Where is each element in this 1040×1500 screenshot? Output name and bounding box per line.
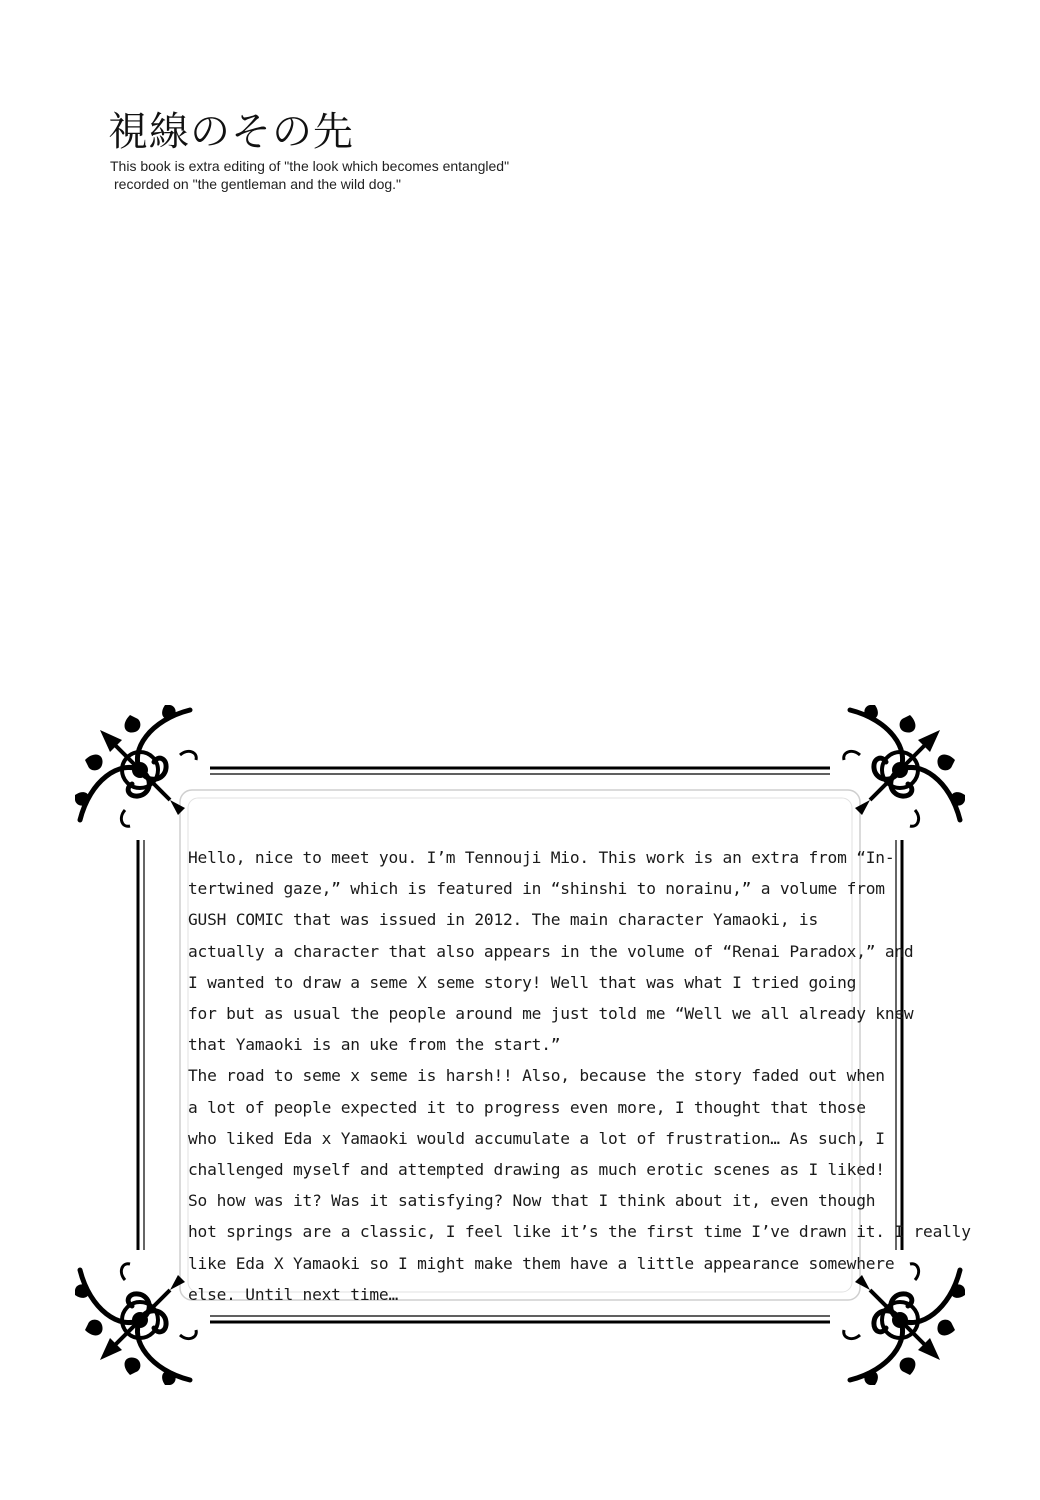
subtitle — [110, 157, 509, 193]
afterword-line: GUSH COMIC that was issued in 2012. The main character Yamaoki, is — [188, 910, 819, 930]
subtitle-line-2: recorded on "the gentleman and the wild dog." — [114, 176, 402, 192]
afterword-line: actually a character that also appears in the volume of “Renai Paradox,” and — [188, 941, 914, 961]
page-title: 視線のその先 — [108, 109, 354, 155]
afterword-line: a lot of people expected it to progress even more, I thought that those — [188, 1097, 866, 1117]
afterword-line: tertwined gaze,” which is featured in “shinshi to norainu,” a volume from — [188, 879, 885, 899]
afterword-line: that Yamaoki is an uke from the start.” — [188, 1035, 561, 1055]
afterword-line: The road to seme x seme is harsh!! Also, because the story faded out when — [188, 1066, 885, 1086]
afterword-line: else. Until next time… — [188, 1284, 399, 1304]
subtitle-line-1: This book is extra editing of "the look which becomes entangled" — [110, 158, 510, 174]
afterword-line: Hello, nice to meet you. I’m Tennouji Mio. This work is an extra from “In- — [188, 848, 895, 867]
afterword-line: who liked Eda x Yamaoki would accumulate a lot of frustration… As such, I — [188, 1128, 885, 1148]
afterword-line: like Eda X Yamaoki so I might make them have a little appearance somewhere — [188, 1253, 895, 1273]
afterword-line: for but as usual the people around me just told me “Well we all already knew — [188, 1004, 914, 1024]
afterword-line: I wanted to draw a seme X seme story! Well that was what I tried going — [188, 972, 857, 992]
afterword-line: So how was it? Was it satisfying? Now that I think about it, even though — [188, 1191, 876, 1211]
afterword-text — [188, 842, 971, 1310]
afterword-line: hot springs are a classic, I feel like it’s the first time I’ve drawn it. I really — [188, 1222, 971, 1242]
afterword-line: challenged myself and attempted drawing as much erotic scenes as I liked! — [188, 1160, 885, 1180]
